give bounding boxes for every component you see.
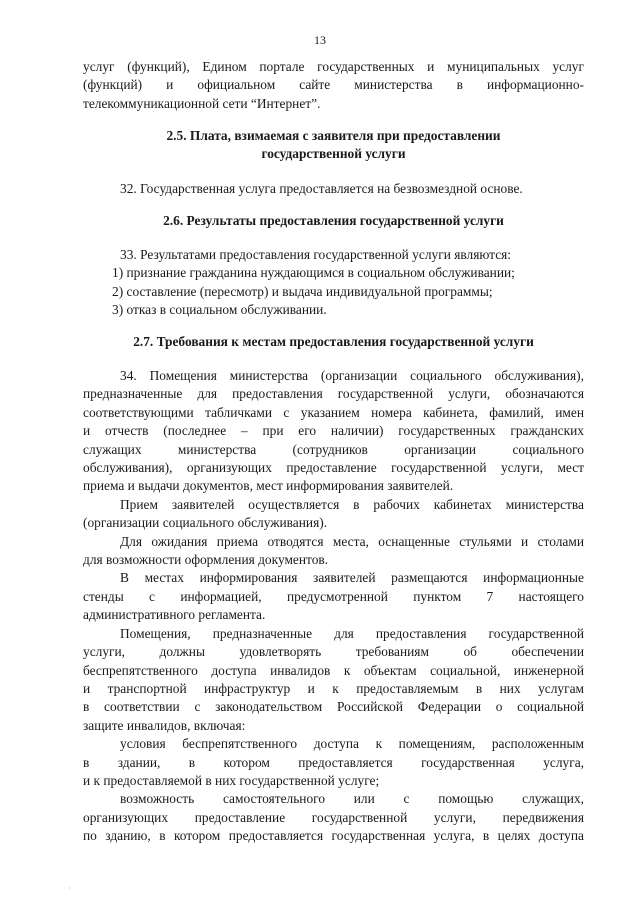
text-line: Помещения, предназначенные для предоставления государственной [120,625,584,641]
page-number: 13 [314,33,326,47]
text-line: предназначенные для предоставления государственной услуги, обозначаются [83,386,584,402]
section-2-7-heading [83,333,584,351]
paragraph-34 [83,367,584,846]
text-line: и транспортной инфраструктур и к предоставляемым в них услугам [83,680,584,696]
paragraph-33 [83,246,584,320]
text-line: 32. Государственная услуга предоставляется на безвозмездной основе. [120,181,523,196]
text-line: (функций) и официальном сайте министерства в информационно- [83,77,584,93]
section-title: 2.7. Требования к местам предоставления государственной услуги [133,334,534,349]
list-item: 2) составление (пересмотр) и выдача индивидуальной программы; [112,283,493,299]
text-line: Прием заявителей осуществляется в рабочих кабинетах министерства [120,496,584,512]
list-item: 3) отказ в социальном обслуживании. [112,302,327,318]
text-line: служащих министерства (сотрудников организации социального [83,441,584,457]
text-line: услуг (функций), Едином портале государственных и муниципальных услуг [83,59,584,74]
text-line: беспрепятственного доступа инвалидов к объектам социальной, инженерной [83,662,584,678]
text-line: стенды с информацией, предусмотренной пунктом 7 настоящего [83,588,584,604]
text-line: услуги, должны удовлетворять требованиям об обеспечении [83,644,584,660]
paragraph-32 [83,180,584,198]
text-line: условия беспрепятственного доступа к помещениям, расположенным [120,736,584,752]
text-line: возможность самостоятельного или с помощью служащих, [120,791,584,807]
text-line: и к предоставляемой в них государственной услуге; [83,772,380,788]
text-line: 33. Результатами предоставления государственной услуги являются: [120,247,512,262]
text-line: защите инвалидов, включая: [83,717,246,733]
section-2-5-heading [83,127,584,164]
text-line: в соответствии с законодательством Российской Федерации о социальной [83,699,584,715]
scan-dot: · [68,884,71,893]
text-line: по зданию, в котором предоставляется государственная услуга, в целях доступа [83,828,584,844]
text-line: соответствующими табличками с указанием номера кабинета, фамилий, имен [83,404,584,420]
section-title: 2.6. Результаты предоставления государственной услуги [163,213,504,228]
text-line: (организации социального обслуживания). [83,515,328,531]
text-line: приема и выдачи документов, мест информирования заявителей. [83,478,454,494]
text-line: 34. Помещения министерства (организации социального обслуживания), [120,368,584,383]
intro-paragraph [83,58,584,113]
list-item: 1) признание гражданина нуждающимся в социальном обслуживании; [112,265,515,281]
text-line: административного регламента. [83,607,266,623]
section-title: 2.5. Плата, взимаемая с заявителя при предоставлении [166,128,501,143]
text-line: Для ожидания приема отводятся места, оснащенные стульями и столами [120,533,584,549]
text-line: В местах информирования заявителей размещаются информационные [120,570,584,586]
text-line: обслуживания), организующих предоставление государственной услуги, мест [83,460,584,476]
text-line: организующих предоставление государственной услуги, передвижения [83,809,584,825]
section-title: государственной услуги [261,146,406,162]
text-line: для возможности оформления документов. [83,552,329,568]
text-line: телекоммуникационной сети “Интернет”. [83,95,321,111]
text-line: и отчеств (последнее – при его наличии) государственных гражданских [83,423,584,439]
text-line: в здании, в котором предоставляется государственная услуга, [83,754,584,770]
section-2-6-heading [83,212,584,230]
